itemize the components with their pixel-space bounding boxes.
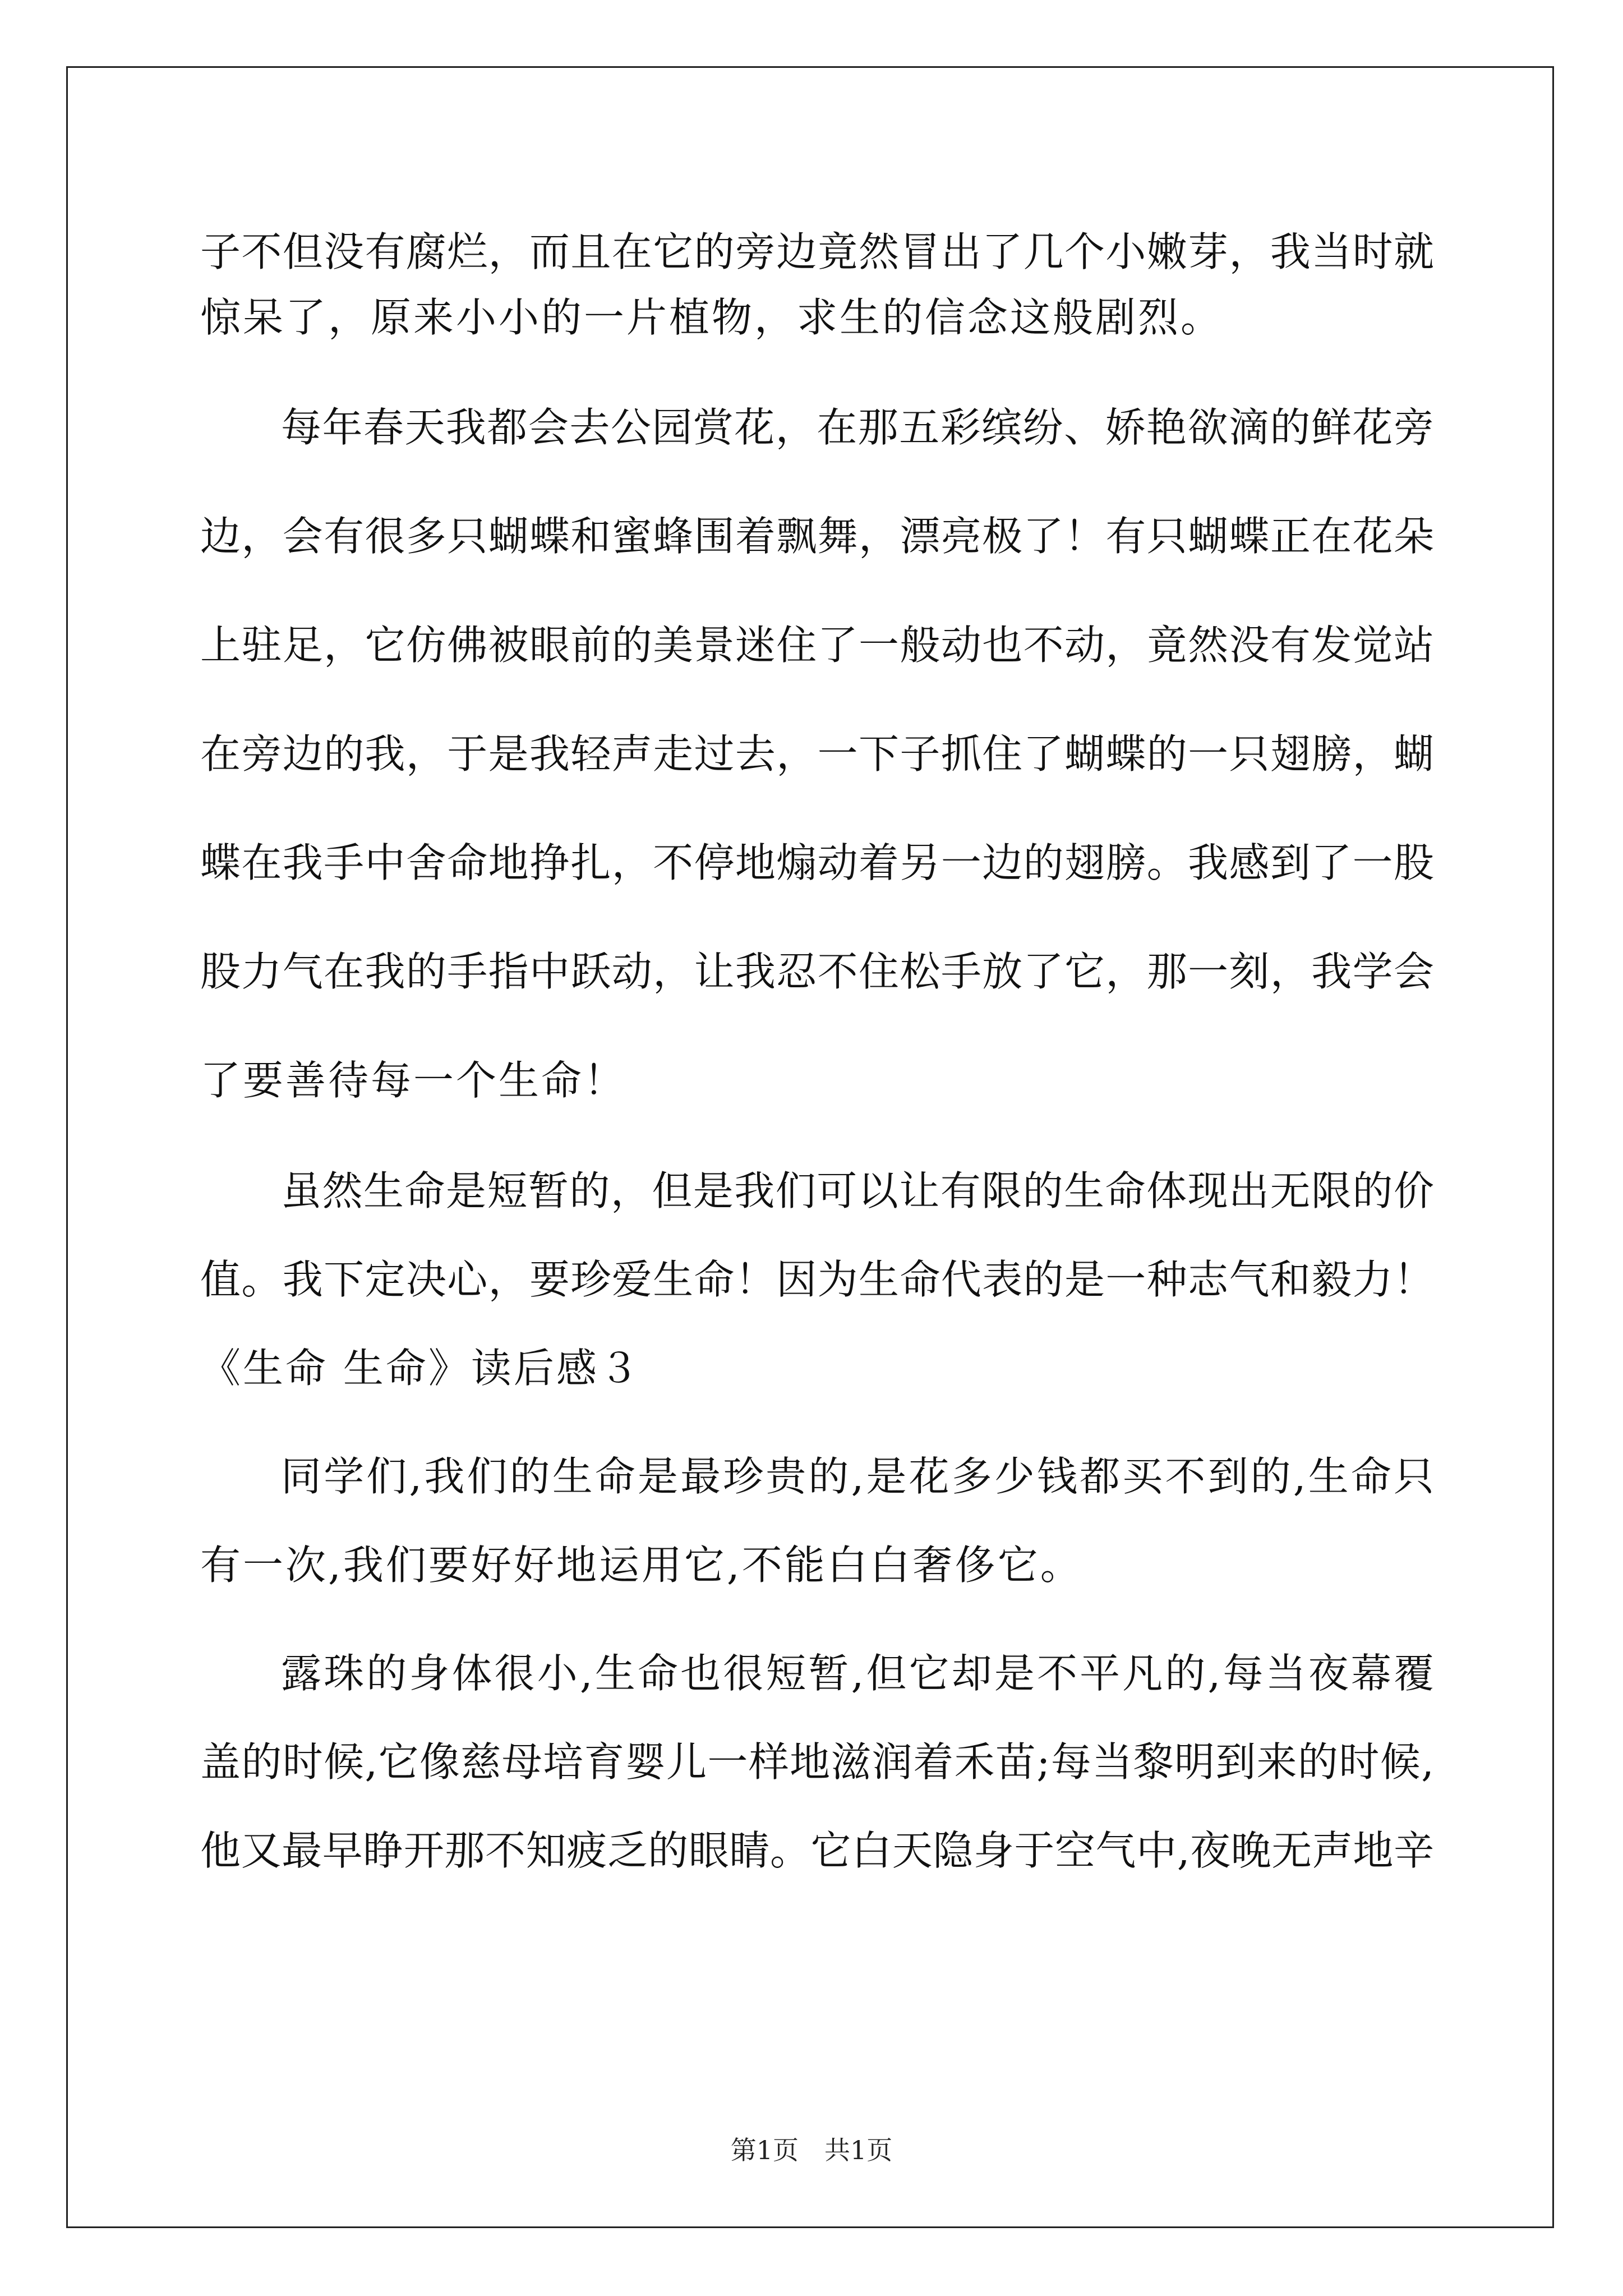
text-line: 露珠的身体很小,生命也很短暂,但它却是不平凡的,每当夜幕覆 xyxy=(281,1650,1434,1697)
text-line: 值。我下定决心，要珍爱生命！因为生命代表的是一种志气和毅力！ xyxy=(200,1256,1434,1303)
text-line: 了要善待每一个生命！ xyxy=(200,1057,627,1104)
page-footer: 第1页 共1页 xyxy=(730,2135,893,2165)
text-line: 有一次,我们要好好地运用它,不能白白奢侈它。 xyxy=(200,1542,1083,1589)
text-line: 股力气在我的手指中跃动，让我忍不住松手放了它，那一刻，我学会 xyxy=(200,948,1434,995)
text-line: 虽然生命是短暂的，但是我们可以让有限的生命体现出无限的价 xyxy=(281,1167,1434,1214)
text-line: 子不但没有腐烂，而且在它的旁边竟然冒出了几个小嫩芽，我当时就 xyxy=(200,228,1434,275)
text-line: 上驻足，它仿佛被眼前的美景迷住了一般动也不动，竟然没有发觉站 xyxy=(200,622,1434,669)
text-line: 盖的时候,它像慈母培育婴儿一样地滋润着禾苗;每当黎明到来的时候, xyxy=(200,1738,1434,1786)
section-heading: 《生命 生命》读后感３ xyxy=(200,1345,642,1392)
text-line: 他又最早睁开那不知疲乏的眼睛。它白天隐身于空气中,夜晚无声地辛 xyxy=(200,1827,1434,1874)
text-line: 每年春天我都会去公园赏花，在那五彩缤纷、娇艳欲滴的鲜花旁 xyxy=(281,404,1434,451)
text-line: 边，会有很多只蝴蝶和蜜蜂围着飘舞，漂亮极了！有只蝴蝶正在花朵 xyxy=(200,513,1434,560)
text-line: 同学们,我们的生命是最珍贵的,是花多少钱都买不到的,生命只 xyxy=(281,1453,1434,1500)
text-line: 在旁边的我，于是我轻声走过去，一下子抓住了蝴蝶的一只翅膀，蝴 xyxy=(200,730,1434,777)
text-line: 惊呆了，原来小小的一片植物，求生的信念这般剧烈。 xyxy=(200,294,1224,341)
text-line: 蝶在我手中舍命地挣扎，不停地煽动着另一边的翅膀。我感到了一股 xyxy=(200,839,1434,886)
page-border xyxy=(66,66,1554,2228)
